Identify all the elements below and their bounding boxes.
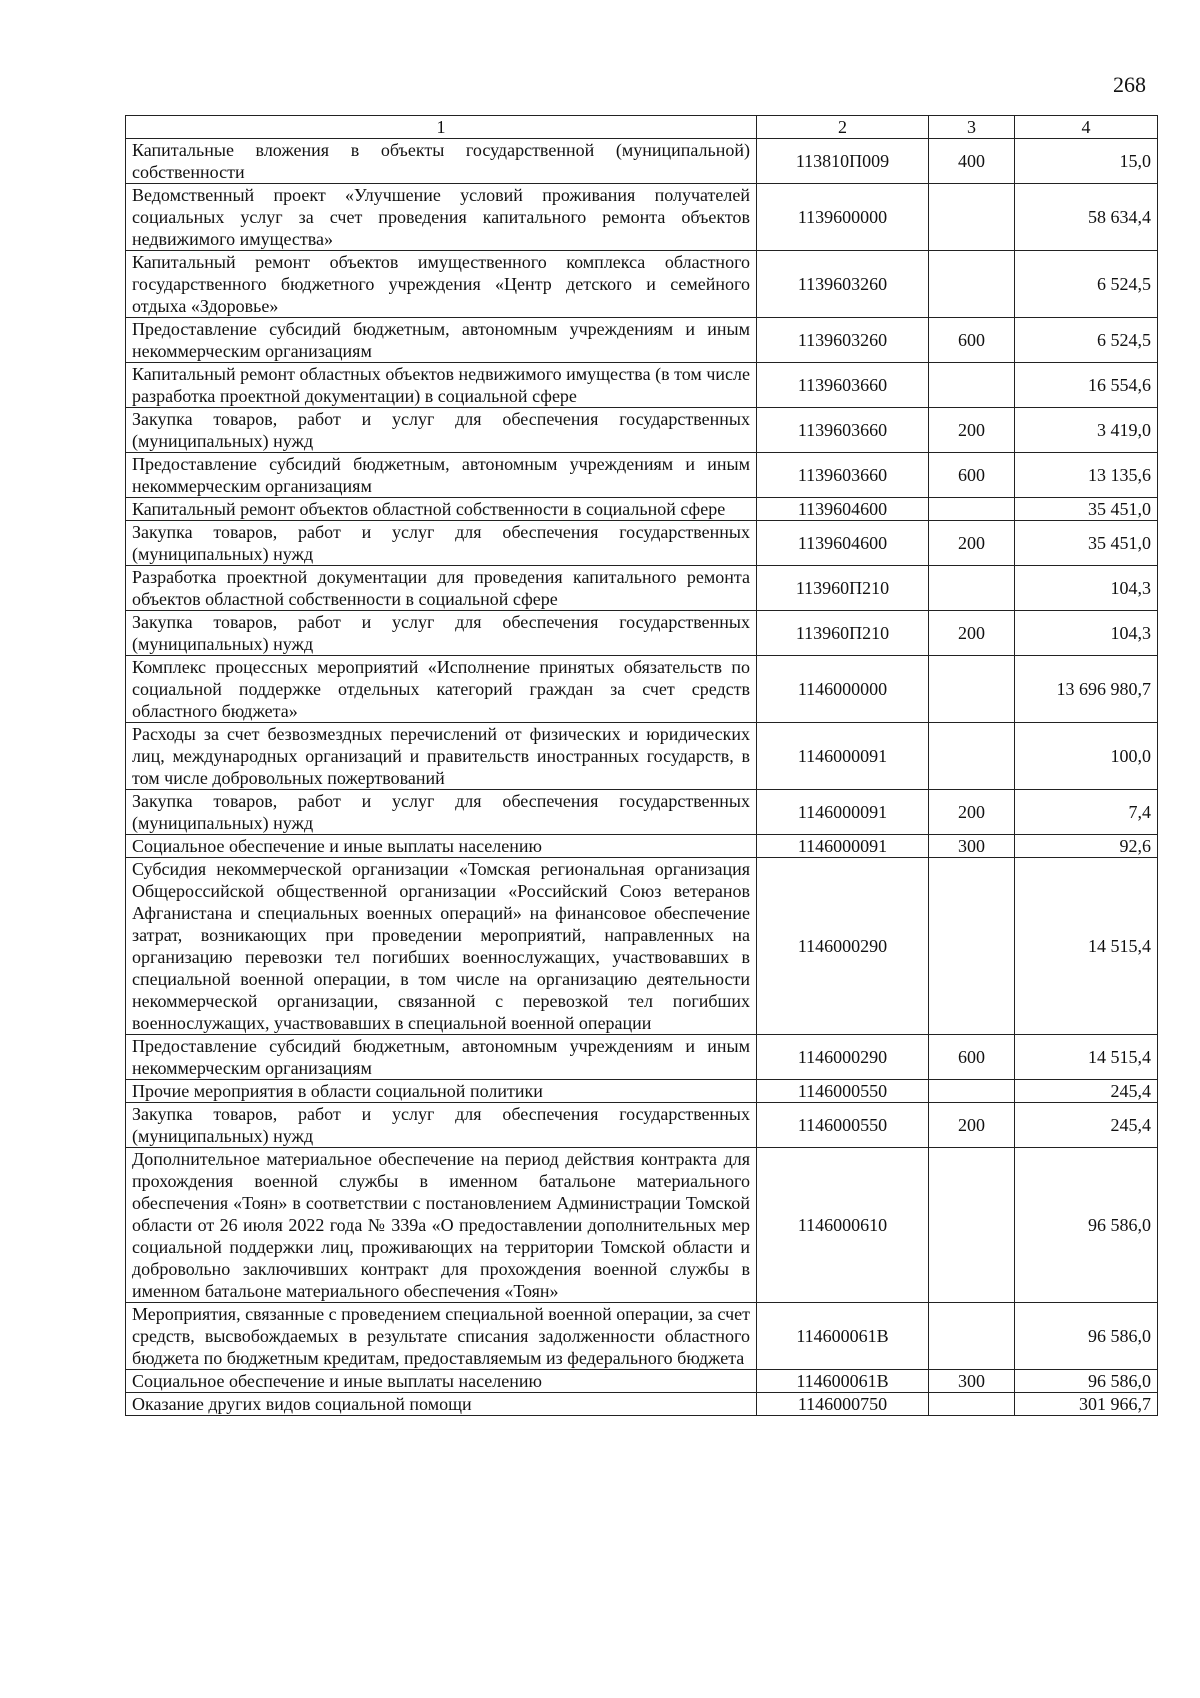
- row-code-cell: 1146000550: [757, 1080, 929, 1103]
- row-amount-cell: 58 634,4: [1015, 184, 1158, 251]
- row-type-cell: [929, 363, 1015, 408]
- row-amount-cell: 96 586,0: [1015, 1148, 1158, 1303]
- row-name-cell: Закупка товаров, работ и услуг для обеспечения государственных (муниципальных) нужд: [126, 408, 757, 453]
- table-row: [126, 318, 1158, 363]
- row-name-cell: Оказание других видов социальной помощи: [126, 1393, 757, 1416]
- row-amount-cell: 3 419,0: [1015, 408, 1158, 453]
- row-type-cell: 200: [929, 611, 1015, 656]
- row-name-cell: Предоставление субсидий бюджетным, автономным учреждениям и иным некоммерческим организациям: [126, 453, 757, 498]
- table-row: [126, 521, 1158, 566]
- row-amount-cell: 245,4: [1015, 1080, 1158, 1103]
- row-name-cell: Комплекс процессных мероприятий «Исполнение принятых обязательств по социальной поддержке отдельных категорий граждан за счет средств областного бюджета»: [126, 656, 757, 723]
- table-row: [126, 1148, 1158, 1303]
- row-code-cell: 113960П210: [757, 611, 929, 656]
- row-name-cell: Субсидия некоммерческой организации «Томская региональная организация Общероссийской общественной организации «Российский Союз ветеранов Афганистана и специальных военных операций» на финансовое обеспечение затрат, возникающих при проведении мероприятий, направленных на организацию перевозки тел погибших военнослужащих, участвовавших в специальной военной операции, в том числе на организацию деятельности некоммерческой организации, связанной с перевозкой тел погибших военнослужащих, участвовавших в специальной военной операции: [126, 858, 757, 1035]
- row-code-cell: 1139603660: [757, 408, 929, 453]
- row-name-cell: Социальное обеспечение и иные выплаты населению: [126, 1370, 757, 1393]
- row-amount-cell: 14 515,4: [1015, 1035, 1158, 1080]
- table-row: [126, 1393, 1158, 1416]
- row-name-cell: Закупка товаров, работ и услуг для обеспечения государственных (муниципальных) нужд: [126, 521, 757, 566]
- table-row: [126, 566, 1158, 611]
- row-code-cell: 1139603260: [757, 251, 929, 318]
- row-code-cell: 1146000091: [757, 790, 929, 835]
- row-amount-cell: 104,3: [1015, 611, 1158, 656]
- page-number: 268: [1113, 72, 1146, 97]
- budget-table: [125, 115, 1158, 1416]
- row-amount-cell: 6 524,5: [1015, 251, 1158, 318]
- row-type-cell: [929, 723, 1015, 790]
- row-amount-cell: 92,6: [1015, 835, 1158, 858]
- row-type-cell: [929, 1393, 1015, 1416]
- row-type-cell: [929, 1148, 1015, 1303]
- row-type-cell: [929, 858, 1015, 1035]
- row-code-cell: 1146000091: [757, 723, 929, 790]
- row-type-cell: 300: [929, 1370, 1015, 1393]
- row-type-cell: [929, 251, 1015, 318]
- row-name-cell: Разработка проектной документации для проведения капитального ремонта объектов областной собственности в социальной сфере: [126, 566, 757, 611]
- row-code-cell: 1146000290: [757, 1035, 929, 1080]
- row-name-cell: Капитальный ремонт объектов областной собственности в социальной сфере: [126, 498, 757, 521]
- table-body: [126, 139, 1158, 1416]
- table-header-row: [126, 116, 1158, 139]
- row-type-cell: 300: [929, 835, 1015, 858]
- row-amount-cell: 96 586,0: [1015, 1370, 1158, 1393]
- table-row: [126, 790, 1158, 835]
- row-type-cell: [929, 184, 1015, 251]
- row-code-cell: 113960П210: [757, 566, 929, 611]
- table-row: [126, 858, 1158, 1035]
- row-type-cell: 200: [929, 790, 1015, 835]
- table-row: [126, 453, 1158, 498]
- row-name-cell: Ведомственный проект «Улучшение условий проживания получателей социальных услуг за счет проведения капитального ремонта объектов недвижимого имущества»: [126, 184, 757, 251]
- row-code-cell: 1139604600: [757, 521, 929, 566]
- row-type-cell: [929, 566, 1015, 611]
- table-row: [126, 656, 1158, 723]
- row-type-cell: 200: [929, 1103, 1015, 1148]
- row-name-cell: Дополнительное материальное обеспечение на период действия контракта для прохождения военной службы в именном батальоне материального обеспечения «Тоян» в соответствии с постановлением Администрации Томской области от 26 июля 2022 года № 339а «О предоставлении дополнительных мер социальной поддержки лиц, проживающих на территории Томской области и добровольно заключивших контракт для прохождения военной службы в именном батальоне материального обеспечения «Тоян»: [126, 1148, 757, 1303]
- row-code-cell: 1139603260: [757, 318, 929, 363]
- row-type-cell: [929, 498, 1015, 521]
- row-name-cell: Закупка товаров, работ и услуг для обеспечения государственных (муниципальных) нужд: [126, 1103, 757, 1148]
- row-code-cell: 1146000290: [757, 858, 929, 1035]
- row-name-cell: Закупка товаров, работ и услуг для обеспечения государственных (муниципальных) нужд: [126, 790, 757, 835]
- table-row: [126, 1303, 1158, 1370]
- column-header-1: 1: [126, 116, 757, 139]
- row-code-cell: 1146000750: [757, 1393, 929, 1416]
- row-name-cell: Расходы за счет безвозмездных перечислений от физических и юридических лиц, международных организаций и правительств иностранных государств, в том числе добровольных пожертвований: [126, 723, 757, 790]
- row-amount-cell: 35 451,0: [1015, 521, 1158, 566]
- row-type-cell: 400: [929, 139, 1015, 184]
- table-row: [126, 611, 1158, 656]
- row-code-cell: 114600061В: [757, 1370, 929, 1393]
- table-row: [126, 184, 1158, 251]
- row-amount-cell: 245,4: [1015, 1103, 1158, 1148]
- row-code-cell: 113810П009: [757, 139, 929, 184]
- row-code-cell: 1146000610: [757, 1148, 929, 1303]
- row-type-cell: 600: [929, 1035, 1015, 1080]
- row-amount-cell: 35 451,0: [1015, 498, 1158, 521]
- row-name-cell: Закупка товаров, работ и услуг для обеспечения государственных (муниципальных) нужд: [126, 611, 757, 656]
- table-row: [126, 139, 1158, 184]
- row-name-cell: Мероприятия, связанные с проведением специальной военной операции, за счет средств, высвобождаемых в результате списания задолженности областного бюджета по бюджетным кредитам, предоставляемым из федерального бюджета: [126, 1303, 757, 1370]
- row-amount-cell: 104,3: [1015, 566, 1158, 611]
- row-type-cell: 600: [929, 318, 1015, 363]
- row-type-cell: 600: [929, 453, 1015, 498]
- row-name-cell: Капитальный ремонт областных объектов недвижимого имущества (в том числе разработка проектной документации) в социальной сфере: [126, 363, 757, 408]
- row-name-cell: Прочие мероприятия в области социальной политики: [126, 1080, 757, 1103]
- row-amount-cell: 96 586,0: [1015, 1303, 1158, 1370]
- row-type-cell: 200: [929, 408, 1015, 453]
- row-name-cell: Капитальные вложения в объекты государственной (муниципальной) собственности: [126, 139, 757, 184]
- table-row: [126, 1103, 1158, 1148]
- row-amount-cell: 7,4: [1015, 790, 1158, 835]
- table-row: [126, 835, 1158, 858]
- row-code-cell: 114600061В: [757, 1303, 929, 1370]
- column-header-3: 3: [929, 116, 1015, 139]
- row-amount-cell: 15,0: [1015, 139, 1158, 184]
- row-type-cell: [929, 656, 1015, 723]
- table-row: [126, 408, 1158, 453]
- table-row: [126, 1080, 1158, 1103]
- row-amount-cell: 6 524,5: [1015, 318, 1158, 363]
- row-code-cell: 1146000550: [757, 1103, 929, 1148]
- row-name-cell: Предоставление субсидий бюджетным, автономным учреждениям и иным некоммерческим организациям: [126, 1035, 757, 1080]
- row-type-cell: [929, 1080, 1015, 1103]
- row-type-cell: 200: [929, 521, 1015, 566]
- row-amount-cell: 14 515,4: [1015, 858, 1158, 1035]
- table-row: [126, 498, 1158, 521]
- column-header-4: 4: [1015, 116, 1158, 139]
- table-row: [126, 251, 1158, 318]
- row-code-cell: 1139603660: [757, 363, 929, 408]
- row-code-cell: 1139604600: [757, 498, 929, 521]
- row-code-cell: 1146000000: [757, 656, 929, 723]
- row-name-cell: Предоставление субсидий бюджетным, автономным учреждениям и иным некоммерческим организациям: [126, 318, 757, 363]
- row-code-cell: 1139603660: [757, 453, 929, 498]
- row-name-cell: Социальное обеспечение и иные выплаты населению: [126, 835, 757, 858]
- row-amount-cell: 100,0: [1015, 723, 1158, 790]
- row-amount-cell: 13 135,6: [1015, 453, 1158, 498]
- row-code-cell: 1139600000: [757, 184, 929, 251]
- table-row: [126, 1370, 1158, 1393]
- row-code-cell: 1146000091: [757, 835, 929, 858]
- table-row: [126, 363, 1158, 408]
- table-row: [126, 1035, 1158, 1080]
- row-amount-cell: 13 696 980,7: [1015, 656, 1158, 723]
- table-row: [126, 723, 1158, 790]
- column-header-2: 2: [757, 116, 929, 139]
- row-name-cell: Капитальный ремонт объектов имущественного комплекса областного государственного бюджетного учреждения «Центр детского и семейного отдыха «Здоровье»: [126, 251, 757, 318]
- row-type-cell: [929, 1303, 1015, 1370]
- row-amount-cell: 16 554,6: [1015, 363, 1158, 408]
- row-amount-cell: 301 966,7: [1015, 1393, 1158, 1416]
